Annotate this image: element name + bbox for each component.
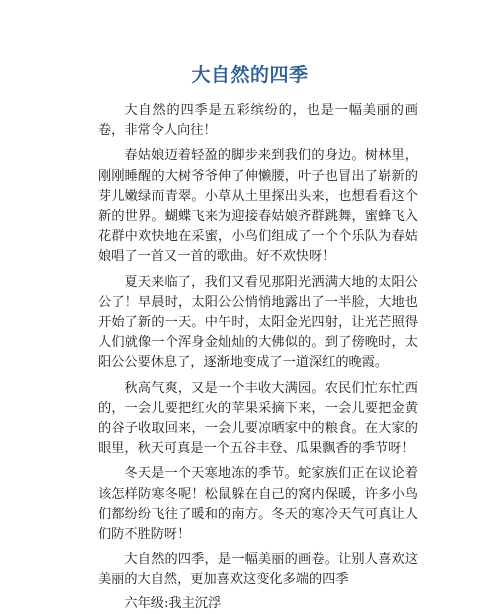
paragraph-autumn: 秋高气爽，又是一个丰收大满园。农民们忙东忙西的，一会儿要把红火的苹果采摘下来，一会儿要把金黄的谷子收取回来，一会儿要凉晒家中的粮食。在大家的眼里，秋天可真是一个五谷丰登、瓜果飘香的季节呀！ <box>98 380 418 457</box>
paragraph-winter: 冬天是一个天寒地冻的季节。蛇家族们正在议论着该怎样防寒冬呢！松鼠躲在自己的窝内保暖，许多小鸟们都纷纷飞往了暖和的南方。冬天的寒冷天气可真让人们防不胜防呀！ <box>98 466 418 543</box>
article-title: 大自然的四季 <box>191 64 309 86</box>
paragraph-summer: 夏天来临了，我们又看见那阳光洒满大地的太阳公公了！早晨时，太阳公公悄悄地露出了一半脸，大地也开始了新的一天。中午时，太阳金光四射，让光芒照得人们就像一个浑身金灿灿的大佛似的。到了傍晚时，太阳公公要休息了，逐渐地变成了一道深红的晚霞。 <box>98 274 418 371</box>
paragraph-spring: 春姑娘迈着轻盈的脚步来到我们的身边。树林里，刚刚睡醒的大树爷爷伸了伸懒腰，叶子也冒出了崭新的芽儿嫩绿而青翠。小草从土里探出头来，也想看看这个新的世界。蝴蝶飞来为迎接春姑娘齐群跳舞，蜜蜂飞入花群中欢快地在采蜜，小鸟们组成了一个个乐队为春姑娘唱了一首又一首的歌曲。好不欢快呀！ <box>98 148 418 265</box>
paragraph-conclusion: 大自然的四季，是一幅美丽的画卷。让别人喜欢这美丽的大自然，更加喜欢这变化多端的四季 <box>98 552 418 588</box>
paragraph-intro: 大自然的四季是五彩缤纷的，也是一幅美丽的画卷，非常令人向往！ <box>98 103 418 139</box>
author-signature: 六年级:我主沉浮 <box>124 595 222 611</box>
article-body <box>98 101 418 614</box>
